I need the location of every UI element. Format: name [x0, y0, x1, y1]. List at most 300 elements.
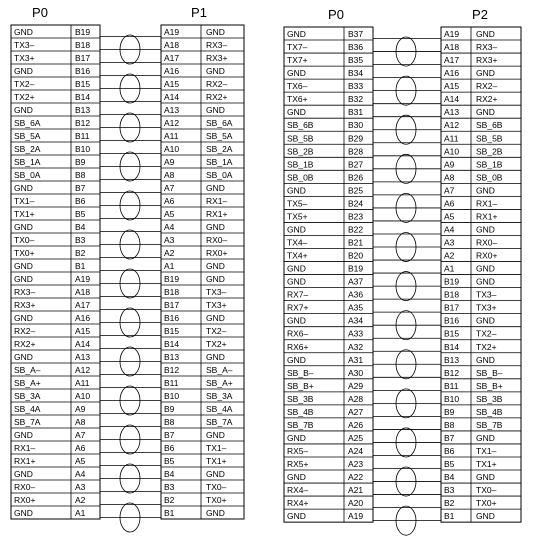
right-signal-label: TX3+	[476, 302, 497, 313]
left-pin-label: B22	[348, 224, 364, 235]
left-signal-label: RX5–	[287, 445, 309, 456]
left-signal-label: SB_1B	[287, 159, 314, 170]
right-pin-label: B11	[164, 378, 179, 388]
left-signal-label: SB_4B	[287, 406, 314, 417]
left-signal-label: TX6+	[287, 94, 308, 105]
left-signal-label: TX3+	[14, 53, 35, 63]
left-pin-label: A4	[75, 469, 86, 479]
left-signal-label: GND	[14, 27, 33, 37]
left-pin-label: A1	[75, 508, 86, 518]
right-pin-label: B2	[444, 498, 455, 509]
right-pin-label: A19	[164, 27, 180, 37]
left-pin-label: B21	[348, 237, 364, 248]
left-signal-label: GND	[287, 107, 306, 118]
pinout-panel-2	[284, 7, 521, 535]
right-signal-label: TX3+	[206, 300, 227, 310]
right-signal-label: SB_B+	[476, 380, 503, 391]
right-pin-label: A11	[444, 133, 459, 144]
left-signal-label: TX2+	[14, 92, 35, 102]
left-signal-label: RX2+	[14, 339, 36, 349]
left-pin-label: B37	[348, 29, 364, 40]
right-signal-label: GND	[206, 430, 225, 440]
left-signal-label: GND	[287, 68, 306, 79]
left-signal-label: SB_7A	[14, 417, 41, 427]
right-pin-label: A10	[164, 144, 180, 154]
right-signal-label: SB_0A	[206, 170, 233, 180]
right-pin-label: A4	[164, 222, 175, 232]
right-signal-label: GND	[476, 107, 495, 118]
right-pin-label: A12	[444, 120, 460, 131]
left-signal-label: SB_7B	[287, 419, 314, 430]
right-pin-label: A7	[164, 183, 175, 193]
right-pin-label: B18	[164, 287, 180, 297]
right-signal-label: RX0–	[476, 237, 498, 248]
left-signal-label: SB_3B	[287, 393, 314, 404]
right-signal-label: RX3–	[206, 40, 228, 50]
right-pin-label: A14	[444, 94, 460, 105]
right-pin-label: B19	[164, 274, 180, 284]
right-pin-label: B11	[444, 380, 459, 391]
right-signal-label: GND	[206, 222, 225, 232]
left-pin-label: A16	[75, 313, 91, 323]
left-signal-label: RX7–	[287, 289, 309, 300]
right-pin-label: B9	[164, 404, 175, 414]
left-pin-label: B12	[75, 118, 91, 128]
right-pin-label: B15	[164, 326, 180, 336]
left-pin-label: A17	[75, 300, 91, 310]
right-signal-label: GND	[476, 224, 495, 235]
right-signal-label: SB_7B	[476, 419, 503, 430]
left-pin-label: A22	[348, 472, 364, 483]
left-signal-label: GND	[14, 469, 33, 479]
right-pin-label: A15	[444, 81, 460, 92]
right-pin-label: A16	[444, 68, 460, 79]
left-pin-label: A32	[348, 341, 364, 352]
right-signal-label: SB_5A	[206, 131, 233, 141]
right-pin-label: A8	[444, 172, 455, 183]
left-pin-label: B31	[348, 107, 364, 118]
right-signal-label: RX3+	[206, 53, 228, 63]
left-signal-label: SB_1A	[14, 157, 41, 167]
right-pin-label: A16	[164, 66, 180, 76]
right-signal-label: RX3+	[476, 55, 498, 66]
left-signal-label: RX4+	[287, 498, 309, 509]
left-signal-label: TX0–	[14, 235, 35, 245]
right-signal-label: RX1+	[476, 211, 498, 222]
left-signal-label: GND	[287, 315, 306, 326]
left-signal-label: SB_A+	[14, 378, 41, 388]
right-pin-label: B8	[164, 417, 175, 427]
left-signal-label: SB_4A	[14, 404, 41, 414]
right-signal-label: GND	[206, 469, 225, 479]
right-signal-label: GND	[206, 183, 225, 193]
right-pin-label: A1	[164, 261, 175, 271]
right-pin-label: B8	[444, 419, 455, 430]
left-signal-label: GND	[14, 430, 33, 440]
right-pin-label: B1	[164, 508, 175, 518]
right-signal-label: SB_1A	[206, 157, 233, 167]
left-signal-label: SB_B+	[287, 380, 314, 391]
right-pin-label: A4	[444, 224, 455, 235]
left-signal-label: GND	[287, 354, 306, 365]
left-signal-label: TX2–	[14, 79, 35, 89]
right-pin-label: A17	[444, 55, 460, 66]
right-signal-label: SB_B–	[476, 367, 503, 378]
left-signal-label: GND	[14, 508, 33, 518]
left-pin-label: B24	[348, 198, 364, 209]
right-signal-label: RX2+	[206, 92, 228, 102]
right-pin-label: A7	[444, 185, 455, 196]
right-pin-label: B17	[444, 302, 460, 313]
right-signal-label: SB_7A	[206, 417, 233, 427]
left-signal-label: TX7+	[287, 55, 308, 66]
left-signal-label: SB_0B	[287, 172, 314, 183]
right-pin-label: A13	[164, 105, 180, 115]
right-signal-label: TX3–	[206, 287, 227, 297]
left-signal-label: GND	[14, 222, 33, 232]
right-signal-label: SB_A+	[206, 378, 233, 388]
left-signal-label: RX1+	[14, 456, 36, 466]
right-signal-label: SB_4B	[476, 406, 503, 417]
left-signal-label: TX4–	[287, 237, 308, 248]
left-signal-label: GND	[287, 276, 306, 287]
left-pin-label: B4	[75, 222, 86, 232]
left-pin-label: B20	[348, 250, 364, 261]
right-pin-label: A5	[164, 209, 175, 219]
pinout-panel-1	[11, 5, 244, 532]
left-pin-label: A36	[348, 289, 364, 300]
left-signal-label: GND	[287, 511, 306, 522]
left-signal-label: RX2–	[14, 326, 36, 336]
left-pin-label: B14	[75, 92, 91, 102]
right-signal-label: TX2+	[206, 339, 227, 349]
right-pin-label: B12	[444, 367, 460, 378]
left-pin-label: B13	[75, 105, 91, 115]
right-signal-label: GND	[476, 263, 495, 274]
left-pin-label: B34	[348, 68, 364, 79]
left-signal-label: RX3+	[14, 300, 36, 310]
left-connector-header: P0	[32, 5, 48, 20]
left-signal-label: RX6–	[287, 328, 309, 339]
right-pin-label: B5	[444, 459, 455, 470]
right-connector-header: P2	[472, 7, 488, 22]
right-pin-label: B6	[444, 445, 455, 456]
left-pin-label: A34	[348, 315, 364, 326]
right-signal-label: SB_6A	[206, 118, 233, 128]
right-signal-label: GND	[206, 274, 225, 284]
right-signal-label: SB_2B	[476, 146, 503, 157]
right-signal-label: TX0–	[206, 482, 227, 492]
right-pin-label: B7	[444, 432, 455, 443]
left-signal-label: SB_5A	[14, 131, 41, 141]
left-pin-label: B32	[348, 94, 364, 105]
left-pin-label: A33	[348, 328, 364, 339]
left-pin-label: B5	[75, 209, 86, 219]
left-signal-label: RX1–	[14, 443, 36, 453]
right-pin-label: B7	[164, 430, 175, 440]
right-pin-label: A2	[444, 250, 455, 261]
right-pin-label: A17	[164, 53, 180, 63]
left-pin-label: A35	[348, 302, 364, 313]
left-signal-label: GND	[287, 29, 306, 40]
left-pin-label: B35	[348, 55, 364, 66]
right-pin-label: B3	[444, 485, 455, 496]
left-signal-label: TX4+	[287, 250, 308, 261]
left-pin-label: B36	[348, 42, 364, 53]
right-signal-label: RX0+	[206, 248, 228, 258]
left-pin-label: A37	[348, 276, 364, 287]
right-signal-label: GND	[476, 29, 495, 40]
left-pin-label: B6	[75, 196, 86, 206]
right-pin-label: A6	[444, 198, 455, 209]
right-signal-label: RX2–	[476, 81, 498, 92]
right-pin-label: B17	[164, 300, 180, 310]
right-pin-label: B14	[164, 339, 180, 349]
right-pin-label: A8	[164, 170, 175, 180]
left-signal-label: TX1–	[14, 196, 35, 206]
left-signal-label: RX0–	[14, 482, 36, 492]
left-signal-label: RX7+	[287, 302, 309, 313]
right-pin-label: A1	[444, 263, 455, 274]
left-pin-label: B19	[75, 27, 91, 37]
left-signal-label: TX3–	[14, 40, 35, 50]
left-pin-label: A3	[75, 482, 86, 492]
left-connector-header: P0	[328, 7, 344, 22]
right-signal-label: RX0–	[206, 235, 228, 245]
left-pin-label: B28	[348, 146, 364, 157]
left-signal-label: GND	[287, 224, 306, 235]
right-signal-label: GND	[206, 261, 225, 271]
right-pin-label: A3	[444, 237, 455, 248]
left-signal-label: GND	[287, 472, 306, 483]
right-pin-label: A9	[444, 159, 455, 170]
left-signal-label: GND	[287, 263, 306, 274]
right-signal-label: GND	[476, 315, 495, 326]
right-signal-label: GND	[476, 511, 495, 522]
left-pin-label: B8	[75, 170, 86, 180]
left-signal-label: GND	[14, 105, 33, 115]
left-pin-label: A2	[75, 495, 86, 505]
left-signal-label: SB_6B	[287, 120, 314, 131]
right-signal-label: SB_3B	[476, 393, 503, 404]
right-signal-label: TX1+	[476, 459, 497, 470]
right-pin-label: B4	[164, 469, 175, 479]
left-pin-label: B18	[75, 40, 91, 50]
left-pin-label: A27	[348, 406, 364, 417]
left-signal-label: TX6–	[287, 81, 308, 92]
left-signal-label: SB_B–	[287, 367, 314, 378]
right-signal-label: GND	[476, 276, 495, 287]
right-pin-label: A3	[164, 235, 175, 245]
right-pin-label: B16	[164, 313, 180, 323]
right-pin-label: A14	[164, 92, 180, 102]
right-signal-label: RX2+	[476, 94, 498, 105]
left-pin-label: B1	[75, 261, 86, 271]
right-signal-label: GND	[206, 508, 225, 518]
right-signal-label: TX3–	[476, 289, 497, 300]
left-pin-label: B16	[75, 66, 91, 76]
left-pin-label: A26	[348, 419, 364, 430]
left-pin-label: A13	[75, 352, 91, 362]
left-signal-label: SB_2B	[287, 146, 314, 157]
left-signal-label: TX0+	[14, 248, 35, 258]
left-signal-label: GND	[14, 313, 33, 323]
left-pin-label: B23	[348, 211, 364, 222]
right-pin-label: A10	[444, 146, 460, 157]
left-pin-label: A23	[348, 459, 364, 470]
left-pin-label: A8	[75, 417, 86, 427]
right-connector-header: P1	[191, 5, 207, 20]
right-pin-label: A13	[444, 107, 460, 118]
left-pin-label: A14	[75, 339, 91, 349]
right-signal-label: TX2–	[206, 326, 227, 336]
left-pin-label: A31	[348, 354, 364, 365]
right-signal-label: GND	[476, 68, 495, 79]
left-pin-label: B3	[75, 235, 86, 245]
left-signal-label: TX7–	[287, 42, 308, 53]
right-pin-label: B12	[164, 365, 180, 375]
right-pin-label: A5	[444, 211, 455, 222]
left-pin-label: B10	[75, 144, 91, 154]
right-pin-label: B15	[444, 328, 460, 339]
left-signal-label: SB_5B	[287, 133, 314, 144]
left-signal-label: GND	[14, 66, 33, 76]
left-signal-label: GND	[287, 432, 306, 443]
left-pin-label: A11	[75, 378, 90, 388]
right-pin-label: B4	[444, 472, 455, 483]
right-pin-label: A18	[164, 40, 180, 50]
left-pin-label: B11	[75, 131, 90, 141]
right-pin-label: B5	[164, 456, 175, 466]
right-pin-label: A12	[164, 118, 180, 128]
left-signal-label: GND	[14, 352, 33, 362]
right-pin-label: B10	[164, 391, 180, 401]
right-pin-label: B9	[444, 406, 455, 417]
right-pin-label: B16	[444, 315, 460, 326]
left-signal-label: SB_A–	[14, 365, 41, 375]
right-signal-label: RX1–	[206, 196, 228, 206]
left-pin-label: A10	[75, 391, 91, 401]
right-signal-label: TX0+	[476, 498, 497, 509]
right-pin-label: B19	[444, 276, 460, 287]
right-pin-label: B2	[164, 495, 175, 505]
left-pin-label: A18	[75, 287, 91, 297]
left-pin-label: B27	[348, 159, 364, 170]
left-pin-label: B15	[75, 79, 91, 89]
left-pin-label: A19	[348, 511, 364, 522]
right-pin-label: B14	[444, 341, 460, 352]
left-pin-label: A30	[348, 367, 364, 378]
right-pin-label: B18	[444, 289, 460, 300]
right-signal-label: SB_1B	[476, 159, 503, 170]
right-signal-label: SB_0B	[476, 172, 503, 183]
left-signal-label: RX6+	[287, 341, 309, 352]
right-pin-label: A19	[444, 29, 460, 40]
right-signal-label: RX3–	[476, 42, 498, 53]
left-signal-label: SB_3A	[14, 391, 41, 401]
left-signal-label: TX5+	[287, 211, 308, 222]
right-signal-label: TX2–	[476, 328, 497, 339]
left-pin-label: B19	[348, 263, 364, 274]
left-pin-label: B30	[348, 120, 364, 131]
right-signal-label: SB_5B	[476, 133, 503, 144]
right-signal-label: GND	[206, 66, 225, 76]
right-signal-label: GND	[206, 105, 225, 115]
right-signal-label: TX0–	[476, 485, 497, 496]
left-pin-label: B17	[75, 53, 91, 63]
right-pin-label: A6	[164, 196, 175, 206]
left-pin-label: B26	[348, 172, 364, 183]
right-signal-label: GND	[476, 354, 495, 365]
left-pin-label: A29	[348, 380, 364, 391]
left-pin-label: B9	[75, 157, 86, 167]
right-signal-label: GND	[206, 352, 225, 362]
right-signal-label: GND	[476, 432, 495, 443]
right-signal-label: RX0+	[476, 250, 498, 261]
left-pin-label: B25	[348, 185, 364, 196]
right-signal-label: RX1+	[206, 209, 228, 219]
right-signal-label: GND	[206, 313, 225, 323]
right-signal-label: SB_2A	[206, 144, 233, 154]
left-pin-label: A12	[75, 365, 91, 375]
left-signal-label: TX1+	[14, 209, 35, 219]
left-pin-label: A20	[348, 498, 364, 509]
left-signal-label: GND	[14, 261, 33, 271]
right-pin-label: A11	[164, 131, 179, 141]
right-signal-label: SB_3A	[206, 391, 233, 401]
left-signal-label: SB_0A	[14, 170, 41, 180]
left-pin-label: B7	[75, 183, 86, 193]
left-signal-label: GND	[14, 183, 33, 193]
right-signal-label: GND	[476, 472, 495, 483]
left-pin-label: A7	[75, 430, 86, 440]
left-pin-label: A28	[348, 393, 364, 404]
right-signal-label: TX1–	[476, 445, 497, 456]
left-pin-label: A6	[75, 443, 86, 453]
right-signal-label: TX0+	[206, 495, 227, 505]
right-pin-label: A2	[164, 248, 175, 258]
right-pin-label: B1	[444, 511, 455, 522]
right-signal-label: RX1–	[476, 198, 498, 209]
left-pin-label: B2	[75, 248, 86, 258]
left-signal-label: RX5+	[287, 459, 309, 470]
right-pin-label: A9	[164, 157, 175, 167]
right-signal-label: GND	[206, 27, 225, 37]
right-signal-label: RX2–	[206, 79, 228, 89]
left-pin-label: A5	[75, 456, 86, 466]
right-pin-label: B3	[164, 482, 175, 492]
left-signal-label: SB_6A	[14, 118, 41, 128]
left-signal-label: RX3–	[14, 287, 36, 297]
left-signal-label: RX4–	[287, 485, 309, 496]
left-pin-label: A24	[348, 445, 364, 456]
left-signal-label: GND	[14, 274, 33, 284]
left-pin-label: A9	[75, 404, 86, 414]
left-pin-label: A21	[348, 485, 364, 496]
right-signal-label: SB_6B	[476, 120, 503, 131]
right-pin-label: B10	[444, 393, 460, 404]
right-pin-label: B6	[164, 443, 175, 453]
right-signal-label: SB_A–	[206, 365, 233, 375]
left-pin-label: A25	[348, 432, 364, 443]
right-signal-label: TX1–	[206, 443, 227, 453]
right-pin-label: B13	[444, 354, 460, 365]
right-signal-label: SB_4A	[206, 404, 233, 414]
left-signal-label: SB_2A	[14, 144, 41, 154]
left-pin-label: B33	[348, 81, 364, 92]
left-signal-label: GND	[287, 185, 306, 196]
left-pin-label: B29	[348, 133, 364, 144]
